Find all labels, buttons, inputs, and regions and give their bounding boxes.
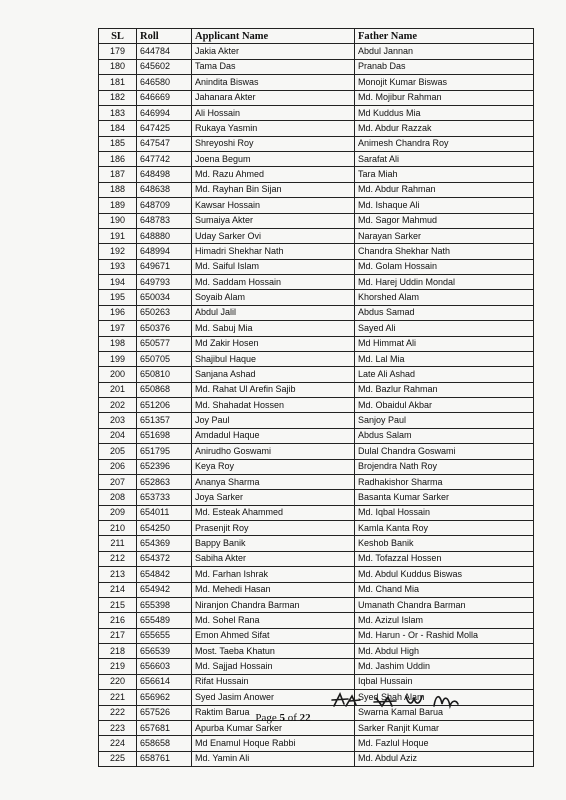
cell-roll: 653733 bbox=[137, 490, 192, 505]
cell-father-name: Md. Abdul Kuddus Biswas bbox=[355, 567, 534, 582]
cell-father-name: Md. Fazlul Hoque bbox=[355, 736, 534, 751]
table-row bbox=[99, 567, 534, 582]
cell-applicant-name: Jakia Akter bbox=[192, 44, 355, 59]
cell-father-name: Brojendra Nath Roy bbox=[355, 459, 534, 474]
cell-father-name: Md. Lal Mia bbox=[355, 351, 534, 366]
cell-sl: 196 bbox=[99, 305, 137, 320]
cell-roll: 650577 bbox=[137, 336, 192, 351]
cell-roll: 654372 bbox=[137, 551, 192, 566]
table-row bbox=[99, 121, 534, 136]
cell-father-name: Md. Obaidul Akbar bbox=[355, 398, 534, 413]
signature-2 bbox=[374, 697, 396, 706]
cell-roll: 655655 bbox=[137, 628, 192, 643]
cell-roll: 654369 bbox=[137, 536, 192, 551]
cell-roll: 644784 bbox=[137, 44, 192, 59]
cell-applicant-name: Most. Taeba Khatun bbox=[192, 644, 355, 659]
cell-sl: 185 bbox=[99, 136, 137, 151]
cell-sl: 197 bbox=[99, 321, 137, 336]
cell-sl: 182 bbox=[99, 90, 137, 105]
cell-father-name: Sayed Ali bbox=[355, 321, 534, 336]
table-row bbox=[99, 536, 534, 551]
cell-father-name: Sanjoy Paul bbox=[355, 413, 534, 428]
cell-father-name: Md. Azizul Islam bbox=[355, 613, 534, 628]
header-roll: Roll bbox=[137, 29, 192, 44]
cell-roll: 657526 bbox=[137, 705, 192, 720]
cell-applicant-name: Md. Saddam Hossain bbox=[192, 275, 355, 290]
cell-father-name: Monojit Kumar Biswas bbox=[355, 75, 534, 90]
cell-roll: 646669 bbox=[137, 90, 192, 105]
cell-sl: 211 bbox=[99, 536, 137, 551]
cell-sl: 199 bbox=[99, 351, 137, 366]
cell-roll: 650810 bbox=[137, 367, 192, 382]
table-header-row bbox=[99, 29, 534, 44]
cell-applicant-name: Md. Sohel Rana bbox=[192, 613, 355, 628]
cell-father-name: Md. Abdul Aziz bbox=[355, 751, 534, 766]
table-row bbox=[99, 644, 534, 659]
header-sl: SL bbox=[99, 29, 137, 44]
cell-applicant-name: Md Zakir Hosen bbox=[192, 336, 355, 351]
cell-roll: 650868 bbox=[137, 382, 192, 397]
cell-roll: 647547 bbox=[137, 136, 192, 151]
cell-roll: 655398 bbox=[137, 597, 192, 612]
table-row bbox=[99, 152, 534, 167]
table-row bbox=[99, 198, 534, 213]
cell-sl: 219 bbox=[99, 659, 137, 674]
cell-father-name: Abdus Salam bbox=[355, 428, 534, 443]
cell-father-name: Syed Shah Alam bbox=[355, 690, 534, 705]
cell-roll: 656539 bbox=[137, 644, 192, 659]
table-row bbox=[99, 305, 534, 320]
signature-1 bbox=[332, 694, 360, 706]
cell-sl: 183 bbox=[99, 105, 137, 120]
table-row bbox=[99, 751, 534, 766]
table-row bbox=[99, 167, 534, 182]
table-row bbox=[99, 105, 534, 120]
cell-roll: 647742 bbox=[137, 152, 192, 167]
cell-father-name: Md. Chand Mia bbox=[355, 582, 534, 597]
cell-father-name: Md. Harun - Or - Rashid Molla bbox=[355, 628, 534, 643]
table-row bbox=[99, 413, 534, 428]
header-father-name: Father Name bbox=[355, 29, 534, 44]
cell-roll: 648709 bbox=[137, 198, 192, 213]
table-row bbox=[99, 59, 534, 74]
table-row bbox=[99, 398, 534, 413]
cell-applicant-name: Md. Rayhan Bin Sijan bbox=[192, 182, 355, 197]
cell-applicant-name: Md. Farhan Ishrak bbox=[192, 567, 355, 582]
table-row bbox=[99, 444, 534, 459]
cell-applicant-name: Soyaib Alam bbox=[192, 290, 355, 305]
cell-roll: 647425 bbox=[137, 121, 192, 136]
cell-father-name: Narayan Sarker bbox=[355, 228, 534, 243]
cell-father-name: Pranab Das bbox=[355, 59, 534, 74]
cell-sl: 179 bbox=[99, 44, 137, 59]
cell-applicant-name: Md. Rahat Ul Arefin Sajib bbox=[192, 382, 355, 397]
cell-father-name: Md. Mojibur Rahman bbox=[355, 90, 534, 105]
cell-roll: 650263 bbox=[137, 305, 192, 320]
cell-roll: 645602 bbox=[137, 59, 192, 74]
cell-roll: 658761 bbox=[137, 751, 192, 766]
cell-father-name: Md Kuddus Mia bbox=[355, 105, 534, 120]
header-applicant-name: Applicant Name bbox=[192, 29, 355, 44]
cell-applicant-name: Joena Begum bbox=[192, 152, 355, 167]
cell-applicant-name: Md. Esteak Ahammed bbox=[192, 505, 355, 520]
cell-applicant-name: Apurba Kumar Sarker bbox=[192, 720, 355, 735]
table-row bbox=[99, 290, 534, 305]
cell-sl: 215 bbox=[99, 597, 137, 612]
cell-roll: 652863 bbox=[137, 474, 192, 489]
cell-sl: 187 bbox=[99, 167, 137, 182]
cell-sl: 221 bbox=[99, 690, 137, 705]
cell-sl: 206 bbox=[99, 459, 137, 474]
table-row bbox=[99, 228, 534, 243]
cell-applicant-name: Emon Ahmed Sifat bbox=[192, 628, 355, 643]
cell-roll: 649671 bbox=[137, 259, 192, 274]
cell-sl: 192 bbox=[99, 244, 137, 259]
cell-roll: 648638 bbox=[137, 182, 192, 197]
cell-sl: 202 bbox=[99, 398, 137, 413]
cell-roll: 652396 bbox=[137, 459, 192, 474]
cell-sl: 222 bbox=[99, 705, 137, 720]
cell-sl: 214 bbox=[99, 582, 137, 597]
cell-applicant-name: Jahanara Akter bbox=[192, 90, 355, 105]
cell-sl: 218 bbox=[99, 644, 137, 659]
table-row bbox=[99, 351, 534, 366]
cell-father-name: Chandra Shekhar Nath bbox=[355, 244, 534, 259]
table-row bbox=[99, 90, 534, 105]
cell-father-name: Md. Golam Hossain bbox=[355, 259, 534, 274]
cell-father-name: Animesh Chandra Roy bbox=[355, 136, 534, 151]
cell-applicant-name: Bappy Banik bbox=[192, 536, 355, 551]
cell-father-name: Md Himmat Ali bbox=[355, 336, 534, 351]
cell-sl: 223 bbox=[99, 720, 137, 735]
cell-roll: 646580 bbox=[137, 75, 192, 90]
cell-father-name: Md. Abdur Razzak bbox=[355, 121, 534, 136]
cell-sl: 181 bbox=[99, 75, 137, 90]
signature-4 bbox=[434, 697, 458, 706]
cell-sl: 224 bbox=[99, 736, 137, 751]
table-row bbox=[99, 321, 534, 336]
table-row bbox=[99, 505, 534, 520]
cell-roll: 656614 bbox=[137, 674, 192, 689]
table-row bbox=[99, 613, 534, 628]
cell-applicant-name: Shajibul Haque bbox=[192, 351, 355, 366]
cell-father-name: Md. Bazlur Rahman bbox=[355, 382, 534, 397]
table-row bbox=[99, 182, 534, 197]
cell-applicant-name: Tama Das bbox=[192, 59, 355, 74]
table-row bbox=[99, 521, 534, 536]
cell-sl: 189 bbox=[99, 198, 137, 213]
cell-roll: 651357 bbox=[137, 413, 192, 428]
cell-roll: 650705 bbox=[137, 351, 192, 366]
cell-father-name: Swarna Kamal Barua bbox=[355, 705, 534, 720]
cell-father-name: Umanath Chandra Barman bbox=[355, 597, 534, 612]
table-row bbox=[99, 213, 534, 228]
table-row bbox=[99, 44, 534, 59]
cell-sl: 210 bbox=[99, 521, 137, 536]
table-row bbox=[99, 659, 534, 674]
cell-roll: 648783 bbox=[137, 213, 192, 228]
cell-sl: 208 bbox=[99, 490, 137, 505]
cell-applicant-name: Abdul Jalil bbox=[192, 305, 355, 320]
cell-applicant-name: Amdadul Haque bbox=[192, 428, 355, 443]
cell-roll: 646994 bbox=[137, 105, 192, 120]
cell-applicant-name: Prasenjit Roy bbox=[192, 521, 355, 536]
cell-applicant-name: Syed Jasim Anower bbox=[192, 690, 355, 705]
cell-father-name: Sarafat Ali bbox=[355, 152, 534, 167]
cell-father-name: Khorshed Alam bbox=[355, 290, 534, 305]
cell-father-name: Late Ali Ashad bbox=[355, 367, 534, 382]
cell-sl: 184 bbox=[99, 121, 137, 136]
cell-sl: 204 bbox=[99, 428, 137, 443]
cell-sl: 207 bbox=[99, 474, 137, 489]
cell-applicant-name: Keya Roy bbox=[192, 459, 355, 474]
cell-roll: 654942 bbox=[137, 582, 192, 597]
table-row bbox=[99, 275, 534, 290]
cell-roll: 649793 bbox=[137, 275, 192, 290]
cell-father-name: Md. Ishaque Ali bbox=[355, 198, 534, 213]
cell-sl: 198 bbox=[99, 336, 137, 351]
cell-applicant-name: Md. Mehedi Hasan bbox=[192, 582, 355, 597]
table-row bbox=[99, 336, 534, 351]
cell-applicant-name: Sumaiya Akter bbox=[192, 213, 355, 228]
cell-applicant-name: Md. Sajjad Hossain bbox=[192, 659, 355, 674]
table-row bbox=[99, 136, 534, 151]
cell-roll: 648880 bbox=[137, 228, 192, 243]
signature-3 bbox=[406, 696, 422, 703]
cell-sl: 217 bbox=[99, 628, 137, 643]
cell-father-name: Sarker Ranjit Kumar bbox=[355, 720, 534, 735]
cell-roll: 648498 bbox=[137, 167, 192, 182]
cell-father-name: Abdul Jannan bbox=[355, 44, 534, 59]
cell-applicant-name: Uday Sarker Ovi bbox=[192, 228, 355, 243]
table-row bbox=[99, 490, 534, 505]
cell-father-name: Keshob Banik bbox=[355, 536, 534, 551]
cell-applicant-name: Rifat Hussain bbox=[192, 674, 355, 689]
table-row bbox=[99, 736, 534, 751]
cell-father-name: Md. Jashim Uddin bbox=[355, 659, 534, 674]
cell-applicant-name: Sanjana Ashad bbox=[192, 367, 355, 382]
table-row bbox=[99, 367, 534, 382]
cell-roll: 657681 bbox=[137, 720, 192, 735]
cell-applicant-name: Himadri Shekhar Nath bbox=[192, 244, 355, 259]
cell-applicant-name: Sabiha Akter bbox=[192, 551, 355, 566]
cell-father-name: Md. Sagor Mahmud bbox=[355, 213, 534, 228]
table-row bbox=[99, 75, 534, 90]
cell-father-name: Iqbal Hussain bbox=[355, 674, 534, 689]
cell-sl: 180 bbox=[99, 59, 137, 74]
cell-applicant-name: Md Enamul Hoque Rabbi bbox=[192, 736, 355, 751]
cell-father-name: Md. Abdur Rahman bbox=[355, 182, 534, 197]
cell-sl: 191 bbox=[99, 228, 137, 243]
cell-sl: 194 bbox=[99, 275, 137, 290]
table-row bbox=[99, 597, 534, 612]
cell-applicant-name: Joya Sarker bbox=[192, 490, 355, 505]
table-row bbox=[99, 382, 534, 397]
applicant-table bbox=[98, 28, 534, 767]
table-row bbox=[99, 551, 534, 566]
cell-father-name: Md. Abdul High bbox=[355, 644, 534, 659]
cell-roll: 655489 bbox=[137, 613, 192, 628]
cell-roll: 650376 bbox=[137, 321, 192, 336]
cell-applicant-name: Rukaya Yasmin bbox=[192, 121, 355, 136]
cell-sl: 212 bbox=[99, 551, 137, 566]
cell-father-name: Md. Tofazzal Hossen bbox=[355, 551, 534, 566]
cell-father-name: Radhakishor Sharma bbox=[355, 474, 534, 489]
page-number: Page 5 of 22 bbox=[255, 712, 311, 724]
cell-sl: 205 bbox=[99, 444, 137, 459]
signatures bbox=[330, 688, 480, 714]
cell-sl: 195 bbox=[99, 290, 137, 305]
cell-applicant-name: Anirudho Goswami bbox=[192, 444, 355, 459]
cell-applicant-name: Niranjon Chandra Barman bbox=[192, 597, 355, 612]
table-row bbox=[99, 459, 534, 474]
cell-roll: 656603 bbox=[137, 659, 192, 674]
cell-father-name: Md. Iqbal Hossain bbox=[355, 505, 534, 520]
cell-sl: 188 bbox=[99, 182, 137, 197]
cell-father-name: Abdus Samad bbox=[355, 305, 534, 320]
cell-applicant-name: Ali Hossain bbox=[192, 105, 355, 120]
cell-roll: 654250 bbox=[137, 521, 192, 536]
cell-roll: 651698 bbox=[137, 428, 192, 443]
cell-sl: 216 bbox=[99, 613, 137, 628]
cell-roll: 648994 bbox=[137, 244, 192, 259]
cell-applicant-name: Ananya Sharma bbox=[192, 474, 355, 489]
cell-applicant-name: Md. Shahadat Hossen bbox=[192, 398, 355, 413]
table-row bbox=[99, 628, 534, 643]
cell-roll: 651206 bbox=[137, 398, 192, 413]
cell-applicant-name: Anindita Biswas bbox=[192, 75, 355, 90]
cell-father-name: Md. Harej Uddin Mondal bbox=[355, 275, 534, 290]
cell-applicant-name: Raktim Barua bbox=[192, 705, 355, 720]
cell-roll: 658658 bbox=[137, 736, 192, 751]
cell-applicant-name: Joy Paul bbox=[192, 413, 355, 428]
cell-sl: 213 bbox=[99, 567, 137, 582]
cell-sl: 186 bbox=[99, 152, 137, 167]
cell-father-name: Basanta Kumar Sarker bbox=[355, 490, 534, 505]
cell-roll: 654842 bbox=[137, 567, 192, 582]
table-row bbox=[99, 259, 534, 274]
table-row bbox=[99, 428, 534, 443]
cell-applicant-name: Shreyoshi Roy bbox=[192, 136, 355, 151]
cell-roll: 650034 bbox=[137, 290, 192, 305]
cell-applicant-name: Md. Sabuj Mia bbox=[192, 321, 355, 336]
table-row bbox=[99, 582, 534, 597]
cell-applicant-name: Md. Saiful Islam bbox=[192, 259, 355, 274]
cell-father-name: Kamla Kanta Roy bbox=[355, 521, 534, 536]
cell-sl: 201 bbox=[99, 382, 137, 397]
cell-sl: 203 bbox=[99, 413, 137, 428]
cell-roll: 654011 bbox=[137, 505, 192, 520]
cell-sl: 225 bbox=[99, 751, 137, 766]
cell-sl: 220 bbox=[99, 674, 137, 689]
cell-roll: 651795 bbox=[137, 444, 192, 459]
cell-applicant-name: Kawsar Hossain bbox=[192, 198, 355, 213]
cell-father-name: Tara Miah bbox=[355, 167, 534, 182]
cell-sl: 193 bbox=[99, 259, 137, 274]
cell-sl: 190 bbox=[99, 213, 137, 228]
table-row bbox=[99, 244, 534, 259]
cell-sl: 200 bbox=[99, 367, 137, 382]
cell-applicant-name: Md. Razu Ahmed bbox=[192, 167, 355, 182]
table-row bbox=[99, 474, 534, 489]
cell-roll: 656962 bbox=[137, 690, 192, 705]
cell-sl: 209 bbox=[99, 505, 137, 520]
cell-father-name: Dulal Chandra Goswami bbox=[355, 444, 534, 459]
cell-applicant-name: Md. Yamin Ali bbox=[192, 751, 355, 766]
